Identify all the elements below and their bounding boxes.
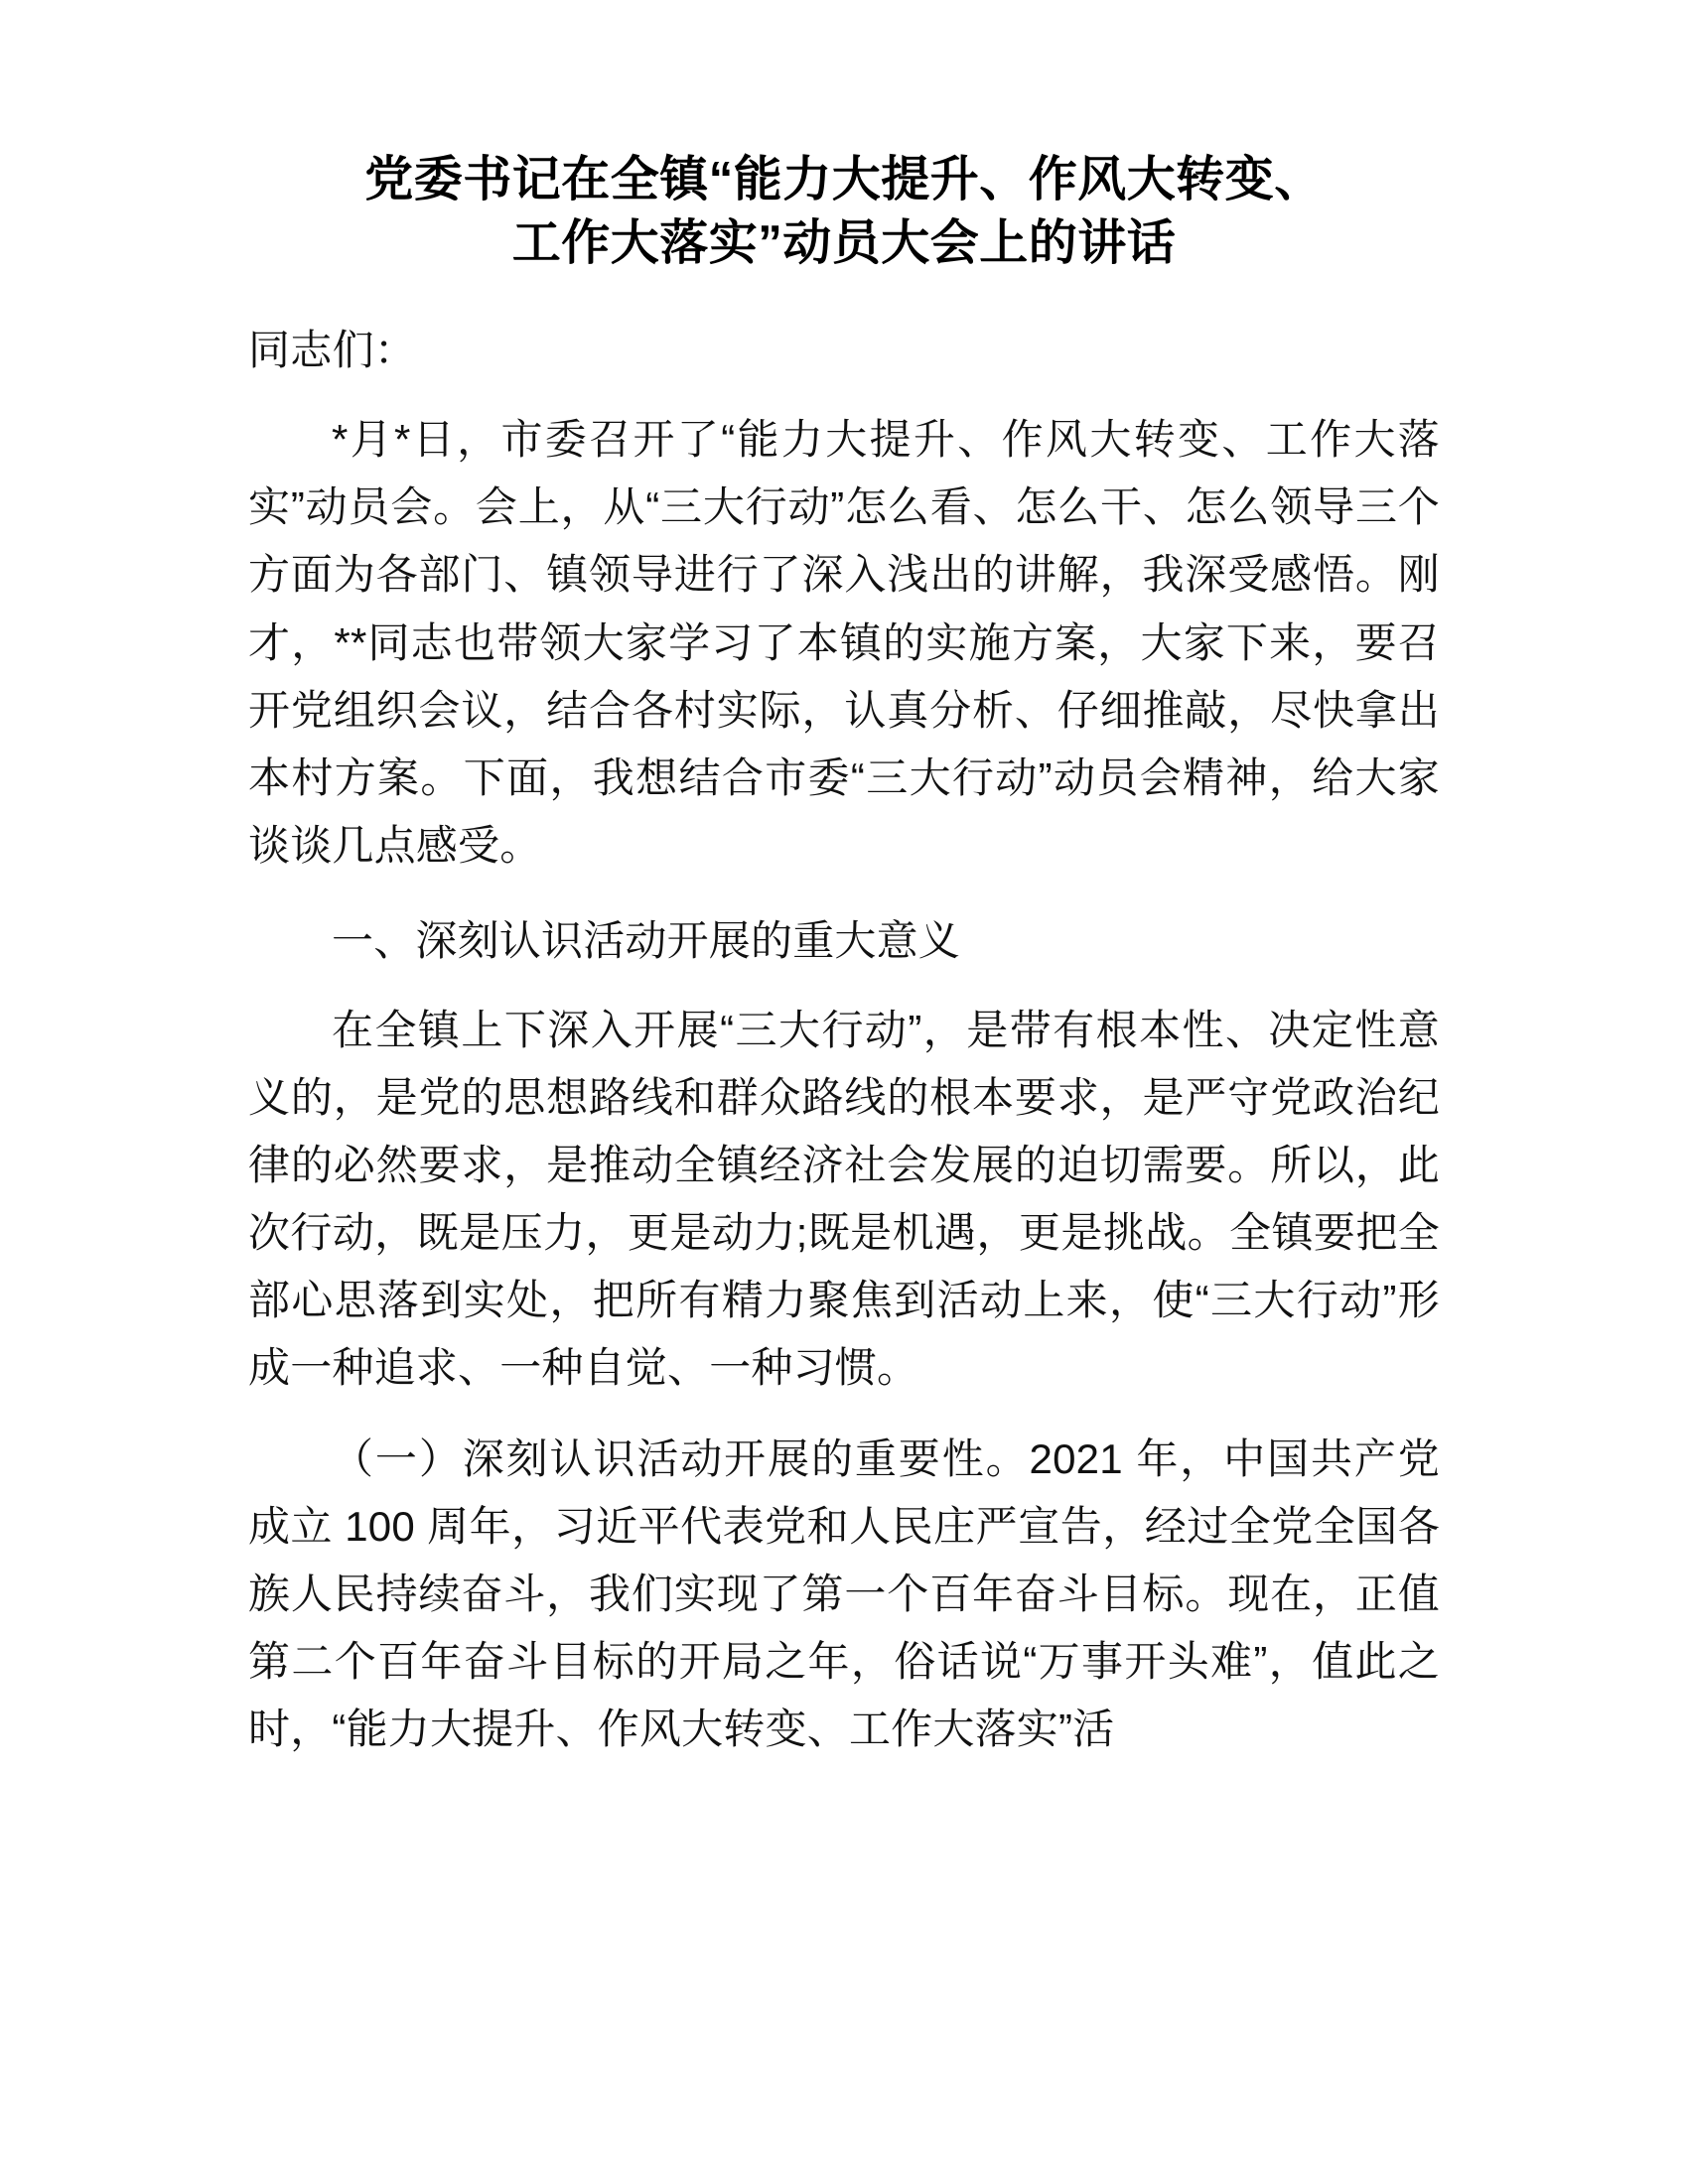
- section-heading-one: 一、深刻认识活动开展的重大意义: [332, 916, 961, 964]
- page-title: [248, 149, 1440, 275]
- significance-paragraph: 在全镇上下深入开展“三大行动”，是带有根本性、决定性意义的，是党的思想路线和群众路线的根本要求，是严守党政治纪律的必然要求，是推动全镇经济社会发展的迫切需要。所以，此次行动，既是压力，更是动力;既是机遇，更是挑战。全镇要把全部心思落到实处，把所有精力聚焦到活动上来，使“三大行动”形成一种追求、一种自觉、一种习惯。: [248, 1006, 1440, 1391]
- intro-paragraph: *月*日，市委召开了“能力大提升、作风大转变、工作大落实”动员会。会上，从“三大行动”怎么看、怎么干、怎么领导三个方面为各部门、镇领导进行了深入浅出的讲解，我深受感悟。刚才，**同志也带领大家学习了本镇的实施方案，大家下来，要召开党组织会议，结合各村实际，认真分析、仔细推敲，尽快拿出本村方案。下面，我想结合市委“三大行动”动员会精神，给大家谈谈几点感受。: [248, 416, 1440, 869]
- page-title-line-2: 工作大落实”动员大会上的讲话: [511, 215, 1177, 270]
- subsection-one-paragraph: （一）深刻认识活动开展的重要性。2021 年，中国共产党成立 100 周年，习近平代表党和人民庄严宣告，经过全党全国各族人民持续奋斗，我们实现了第一个百年奋斗目标。现在，正值第二个百年奋斗目标的开局之年，俗话说“万事开头难”，值此之时，“能力大提升、作风大转变、工作大落实”活: [248, 1434, 1440, 1752]
- salutation: 同志们：: [248, 327, 417, 374]
- page-title-line-1: 党委书记在全镇“能力大提升、作风大转变、: [364, 153, 1324, 206]
